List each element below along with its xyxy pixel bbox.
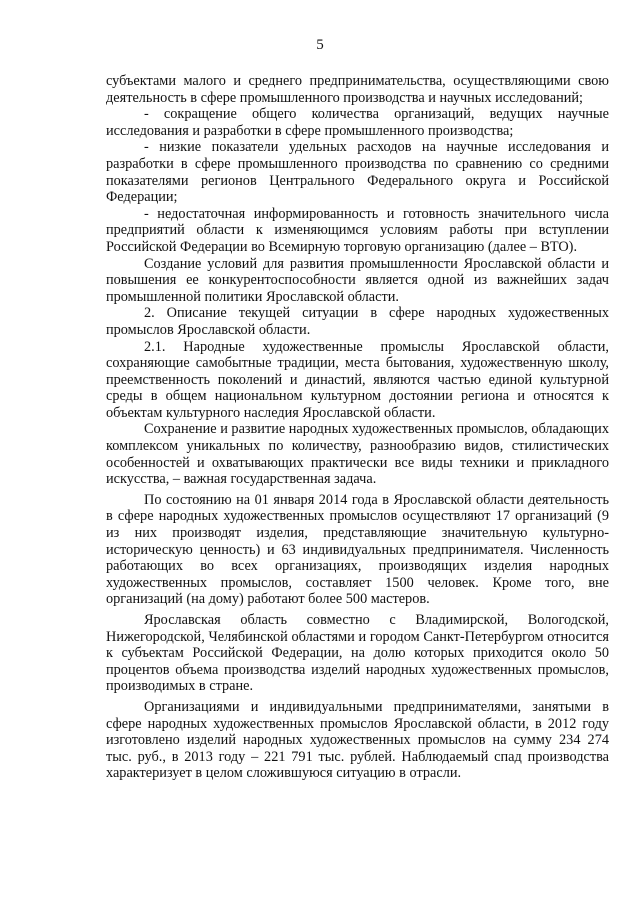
list-item-dash: - недостаточная информированность и готовность значительного числа предприятий области к изменяющимся условиям работы при вступлении Российской Федерации во Всемирную торговую организацию (далее – ВТО). xyxy=(106,205,609,255)
paragraph: Организациями и индивидуальными предпринимателями, занятыми в сфере народных художественных промыслов Ярославской области, в 2012 году изготовлено изделий народных художественных промыслов на сумму 234 274 тыс. руб., в 2013 году – 221 791 тыс. рублей. Наблюдаемый спад производства характеризует в целом сложившуюся ситуацию в отрасли. xyxy=(106,698,609,782)
paragraph: 2.1. Народные художественные промыслы Ярославской области, сохраняющие самобытные традиции, места бытования, художественную школу, преемственность поколений и династий, являются частью единой культурной среды в общем национальном культурном достоянии региона и относятся к объектам культурного наследия Ярославской области. xyxy=(106,338,609,421)
paragraph: По состоянию на 01 января 2014 года в Ярославской области деятельность в сфере народных художественных промыслов осуществляют 17 организаций (9 из них производят изделия, представляющие значительную культурно-историческую ценность) и 63 индивидуальных предпринимателя. Численность работающих во всех организациях, производящих изделия народных художественных промыслов, составляет 1500 человек. Кроме того, вне организаций (на дому) работают более 500 мастеров. xyxy=(106,491,609,608)
document-body xyxy=(106,73,609,782)
paragraph: Создание условий для развития промышленности Ярославской области и повышения ее конкурентоспособности является одной из важнейших задач промышленной политики Ярославской области. xyxy=(106,255,609,305)
section-heading: 2. Описание текущей ситуации в сфере народных художественных промыслов Ярославской области. xyxy=(106,305,609,338)
page-number: 5 xyxy=(316,37,324,53)
paragraph-continuation: субъектами малого и среднего предпринимательства, осуществляющими свою деятельность в сфере промышленного производства и научных исследований; xyxy=(106,73,609,106)
paragraph: Сохранение и развитие народных художественных промыслов, обладающих комплексом уникальных по количеству, разнообразию видов, стилистических особенностей и охватывающих практически все виды техники и прикладного искусства, – важная государственная задача. xyxy=(106,421,609,488)
list-item-dash: - низкие показатели удельных расходов на научные исследования и разработки в сфере промышленного производства по сравнению со средними показателями регионов Центрального Федерального округа и Российской Федерации; xyxy=(106,139,609,206)
list-item-dash: - сокращение общего количества организаций, ведущих научные исследования и разработки в сфере промышленного производства; xyxy=(106,106,609,139)
paragraph: Ярославская область совместно с Владимирской, Вологодской, Нижегородской, Челябинской областями и городом Санкт-Петербургом относится к субъектам Российской Федерации, на долю которых приходится около 50 процентов объема производства изделий народных художественных промыслов, производимых в стране. xyxy=(106,612,609,695)
